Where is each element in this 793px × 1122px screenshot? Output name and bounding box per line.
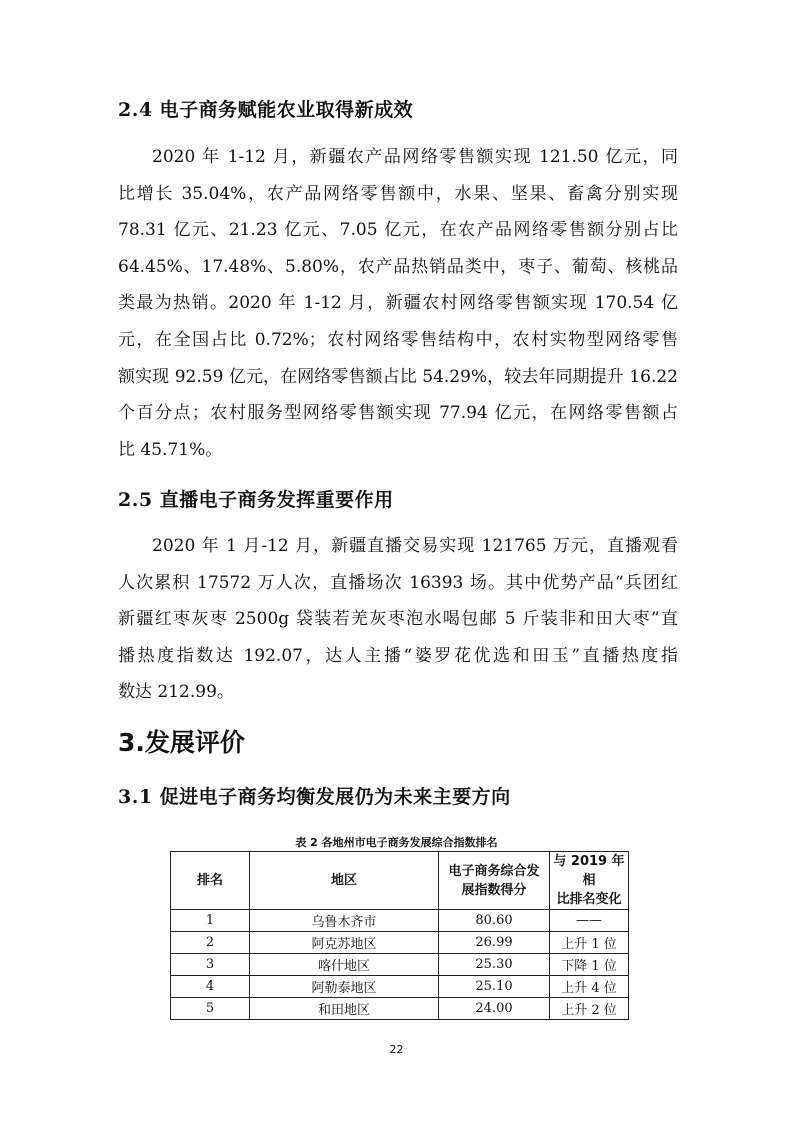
cell-region: 阿勒泰地区 [250, 976, 439, 998]
table-caption: 表 2 各地州市电子商务发展综合指数排名 [295, 836, 498, 849]
section-2-5-paragraph [118, 528, 678, 711]
paragraph-line: 元，在全国占比 0.72%；农村网络零售结构中，农村实物型网络零售 [118, 329, 678, 350]
cell-change: 上升 1 位 [550, 932, 629, 954]
cell-score: 24.00 [439, 998, 550, 1020]
cell-score: 26.99 [439, 932, 550, 954]
header-rank: 排名 [171, 852, 250, 910]
paragraph-line: 78.31 亿元、21.23 亿元、7.05 亿元，在农产品网络零售额分别占比 [118, 220, 678, 241]
table-row [171, 998, 629, 1020]
cell-rank: 5 [171, 998, 250, 1020]
table-row [171, 910, 629, 932]
cell-rank: 3 [171, 954, 250, 976]
cell-change: 上升 2 位 [550, 998, 629, 1020]
paragraph-line: 播热度指数达 192.07，达人主播“婆罗花优选和田玉”直播热度指 [118, 645, 678, 666]
cell-score: 80.60 [439, 910, 550, 932]
paragraph-line: 个百分点；农村服务型网络零售额实现 77.94 亿元，在网络零售额占 [118, 403, 678, 424]
cell-region: 喀什地区 [250, 954, 439, 976]
paragraph-line: 数达 212.99。 [118, 682, 234, 703]
paragraph-line: 64.45%、17.48%、5.80%，农产品热销品类中，枣子、葡萄、核桃品 [118, 256, 678, 277]
section-2-5-heading: 2.5 直播电子商务发挥重要作用 [118, 489, 394, 511]
header-change-line: 比排名变化 [556, 892, 622, 907]
header-score-line: 展指数得分 [461, 882, 527, 898]
cell-rank: 2 [171, 932, 250, 954]
paragraph-line: 2020 年 1-12 月，新疆农产品网络零售额实现 121.50 亿元，同 [152, 147, 678, 167]
paragraph-line: 人次累积 17572 万人次，直播场次 16393 场。其中优势产品“兵团红 [118, 572, 678, 593]
header-change-line: 与 2019 年相 [553, 854, 625, 888]
paragraph-line: 额实现 92.59 亿元，在网络零售额占比 54.29%，较去年同期提升 16.22 [118, 366, 678, 387]
header-score [439, 852, 550, 910]
section-2-4-paragraph [118, 139, 678, 468]
cell-change: 上升 4 位 [550, 976, 629, 998]
page-number: 22 [389, 1043, 404, 1056]
cell-rank: 1 [171, 910, 250, 932]
cell-region: 阿克苏地区 [250, 932, 439, 954]
section-3-1-heading: 3.1 促进电子商务均衡发展仍为未来主要方向 [118, 786, 511, 808]
header-score-line: 电子商务综合发 [448, 863, 540, 879]
section-3-heading: 3.发展评价 [118, 728, 245, 757]
cell-region: 和田地区 [250, 998, 439, 1020]
cell-score: 25.30 [439, 954, 550, 976]
ranking-table [170, 851, 629, 1020]
paragraph-line: 2020 年 1 月-12 月，新疆直播交易实现 121765 万元，直播观看 [152, 536, 678, 556]
cell-rank: 4 [171, 976, 250, 998]
cell-score: 25.10 [439, 976, 550, 998]
paragraph-line: 类最为热销。2020 年 1-12 月，新疆农村网络零售额实现 170.54 亿 [118, 293, 678, 314]
paragraph-line: 新疆红枣灰枣 2500g 袋装若羌灰枣泡水喝包邮 5 斤装非和田大枣”直 [118, 609, 678, 630]
paragraph-line: 比 45.71%。 [118, 439, 223, 460]
table-header-row [171, 852, 629, 910]
cell-region: 乌鲁木齐市 [250, 910, 439, 932]
header-change [550, 852, 629, 910]
table-row [171, 954, 629, 976]
header-region: 地区 [250, 852, 439, 910]
cell-change: 下降 1 位 [550, 954, 629, 976]
table-row [171, 932, 629, 954]
cell-change: —— [550, 910, 629, 932]
paragraph-line: 比增长 35.04%，农产品网络零售额中，水果、坚果、畜禽分别实现 [118, 183, 678, 204]
section-2-4-heading: 2.4 电子商务赋能农业取得新成效 [118, 99, 414, 121]
table-row [171, 976, 629, 998]
